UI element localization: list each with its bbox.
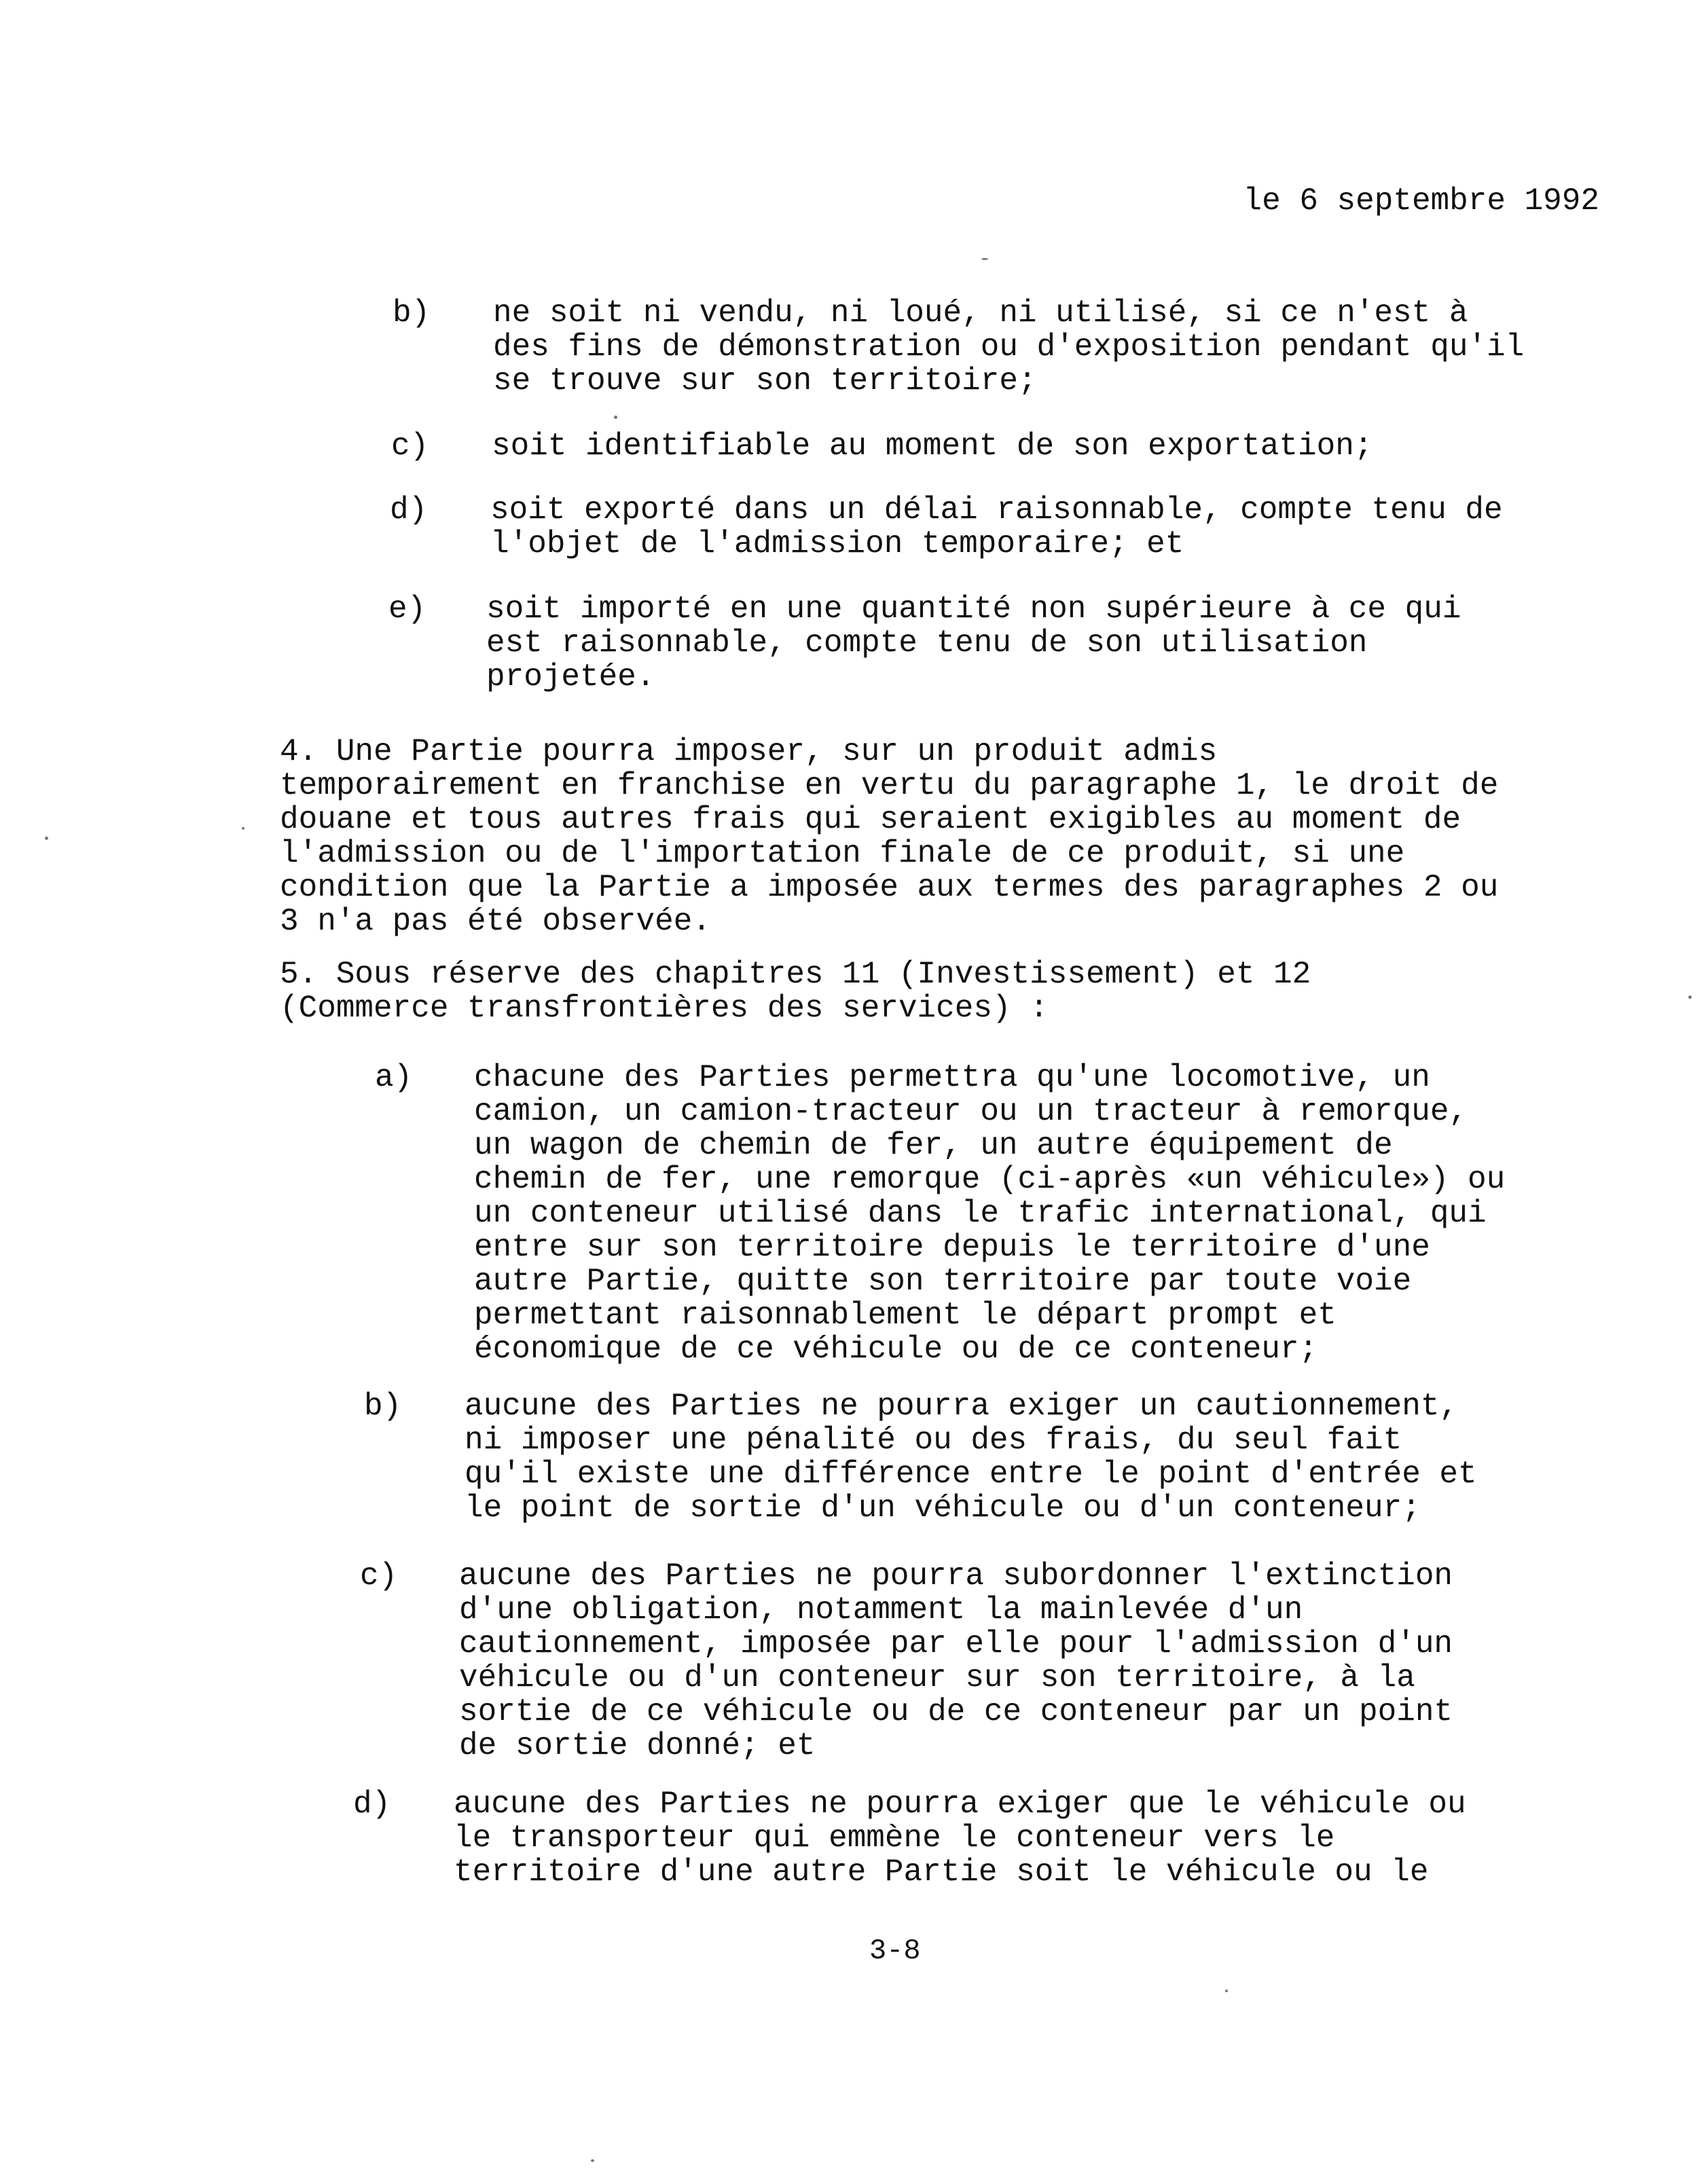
scan-speck: [1225, 1990, 1228, 1992]
document-date: le 6 septembre 1992: [1243, 183, 1599, 219]
item-text: soit identifiable au moment de son exportation;: [492, 428, 1373, 464]
paragraph-4: 4. Une Partie pourra imposer, sur un produit admis temporairement en franchise en vertu du paragraphe 1, le droit de douane et tous autres frais qui seraient exigibles au moment de l'admission ou de l'importation finale de ce produit, si une condition que la Partie a imposée aux termes des paragraphes 2 ou 3 n'a pas été observée.: [280, 734, 1499, 939]
item-text: soit importé en une quantité non supérieure à ce qui est raisonnable, compte tenu de son utilisation projetée.: [486, 591, 1461, 695]
scan-speck: [242, 827, 244, 830]
item-label: e): [388, 591, 426, 627]
item-text: soit exporté dans un délai raisonnable, compte tenu de l'objet de l'admission temporaire; et: [490, 492, 1503, 562]
item-text: aucune des Parties ne pourra exiger un cautionnement, ni imposer une pénalité ou des frais, du seul fait qu'il existe une différence entre le point d'entrée et le point de sortie d'un véhicule ou d'un conteneur;: [465, 1389, 1477, 1526]
item-label: b): [364, 1389, 402, 1424]
scan-speck: [981, 258, 988, 260]
item-label: c): [391, 428, 429, 464]
item-label: d): [390, 492, 428, 528]
paragraph-5: 5. Sous réserve des chapitres 11 (Investissement) et 12 (Commerce transfrontières des services) :: [280, 957, 1311, 1026]
scan-speck: [591, 2159, 594, 2162]
item-text: ne soit ni vendu, ni loué, ni utilisé, si ce n'est à des fins de démonstration ou d'exposition pendant qu'il se trouve sur son territoire;: [493, 295, 1525, 399]
item-label: c): [360, 1558, 398, 1594]
scan-speck: [614, 416, 617, 419]
item-label: a): [375, 1060, 413, 1095]
item-label: b): [393, 295, 431, 331]
item-text: chacune des Parties permettra qu'une locomotive, un camion, un camion-tracteur ou un tracteur à remorque, un wagon de chemin de fer, un autre équipement de chemin de fer, une remorque (ci-après «un véhicule») ou un conteneur utilisé dans le trafic international, qui entre sur son territoire depuis le territoire d'une autre Partie, quitte son territoire par toute voie permettant raisonnablement le départ prompt et économique de ce véhicule ou de ce conteneur;: [474, 1060, 1506, 1367]
item-text: aucune des Parties ne pourra exiger que le véhicule ou le transporteur qui emmène le conteneur vers le territoire d'une autre Partie soit le véhicule ou le: [454, 1786, 1466, 1890]
scan-speck: [1688, 995, 1692, 999]
page-number: 3-8: [869, 1935, 921, 1967]
scan-speck: [45, 837, 48, 840]
item-text: aucune des Parties ne pourra subordonner l'extinction d'une obligation, notamment la mainlevée d'un cautionnement, imposée par elle pour l'admission d'un véhicule ou d'un conteneur sur son territoire, à la sortie de ce véhicule ou de ce conteneur par un point de sortie donné; et: [459, 1558, 1453, 1763]
item-label: d): [353, 1786, 391, 1822]
